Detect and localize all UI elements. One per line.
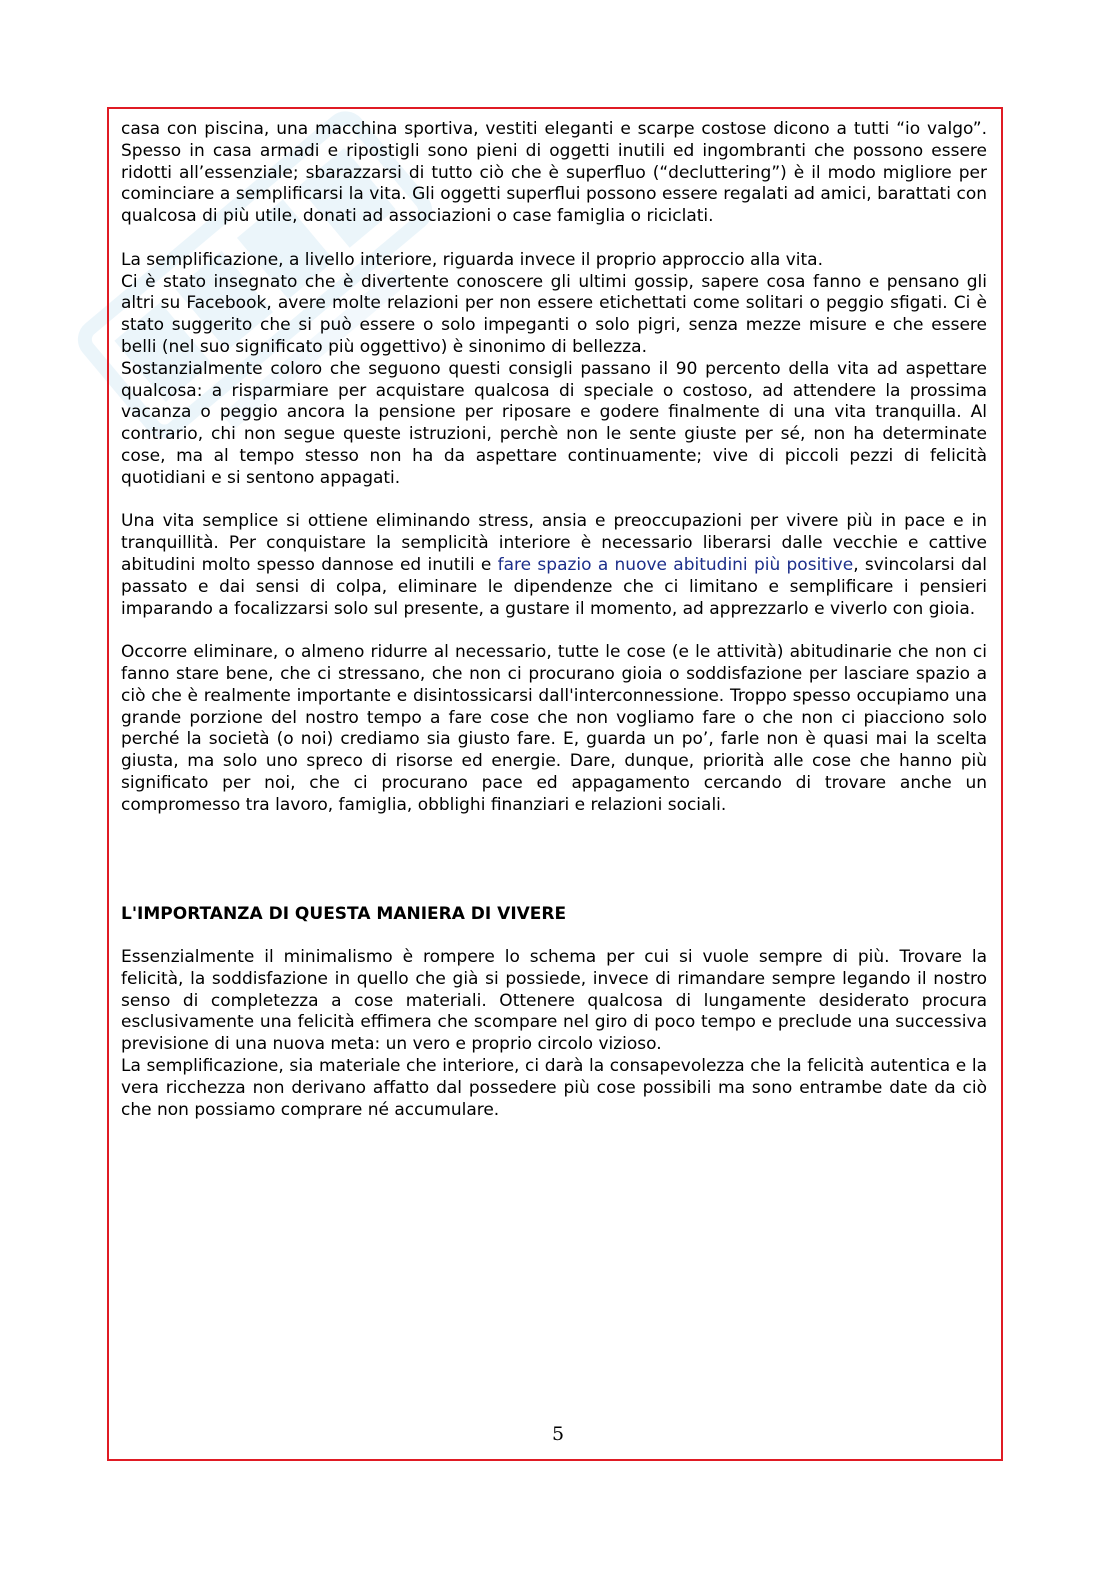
paragraph-minimalism: Essenzialmente il minimalismo è rompere lo schema per cui si vuole sempre di più. Trovare la felicità, la soddisfazione in quello che già si possiede, invece di rimandare sempre legando il nostro senso di completezza a cose materiali. Ottenere qualcosa di lungamente desiderato procura esclusivamente una felicità effimera che scompare nel giro di poco tempo e preclude una successiva previsione di una nuova meta: un vero e proprio circolo vizioso.	[121, 947, 987, 1055]
paragraph-waiting-life: Sostanzialmente coloro che seguono questi consigli passano il 90 percento della vita ad aspettare qualcosa: a risparmiare per acquistare qualcosa di speciale o costoso, ad attendere la prossima vacanza o peggio ancora la pensione per riposare e godere finalmente di una vita tranquilla. Al contrario, chi non segue queste istruzioni, perchè non le sente giuste per sé, non ha determinate cose, ma al tempo stesso non ha da aspettare continuamente; vive di piccoli pezzi di felicità quotidiani e si sentono appagati.	[121, 358, 987, 488]
page-number: 5	[551, 1423, 565, 1445]
paragraph-authentic-happiness: La semplificazione, sia materiale che interiore, ci darà la consapevolezza che la felicità autentica e la vera ricchezza non derivano affatto dal possedere più cose possibili ma sono entrambe date da ciò che non possiamo comprare né accumulare.	[121, 1056, 987, 1120]
paragraph-inner-simplification-intro: La semplificazione, a livello interiore, riguarda invece il proprio approccio alla vita.	[121, 249, 824, 270]
new-habits-link[interactable]: fare spazio a nuove abitudini più positive	[497, 554, 854, 575]
page-content	[121, 119, 987, 1121]
paragraph-simple-life: Una vita semplice si ottiene eliminando stress, ansia e preoccupazioni per vivere più in pace e in tranquillità. Per conquistare la semplicità interiore è necessario liberarsi dalle vecchie e cattive abitudini molto spesso dannose ed inutili e fare spazio a nuove abitudini più positive, svincolarsi dal passato e dai sensi di colpa, eliminare le dipendenze che ci limitano e semplificare i pensieri imparando a focalizzarsi solo sul presente, a gustare il momento, ad apprezzarlo e viverlo con gioia.	[121, 511, 987, 619]
paragraph-social-expectations: Ci è stato insegnato che è divertente conoscere gli ultimi gossip, sapere cosa fanno e pensano gli altri su Facebook, avere molte relazioni per non essere etichettati come solitari o peggio sfigati. Ci è stato suggerito che si può essere o solo impeganti o solo pigri, senza mezze misure e che essere belli (nel suo significato più oggettivo) è sinonimo di bellezza.	[121, 271, 987, 357]
paragraph-eliminate-habits: Occorre eliminare, o almeno ridurre al necessario, tutte le cose (e le attività) abitudinarie che non ci fanno stare bene, che ci stressano, che non ci procurano gioia o soddisfazione per lasciare spazio a ciò che è realmente importante e disintossicarsi dall'interconnessione. Troppo spesso occupiamo una grande porzione del nostro tempo a fare cose che non vogliamo fare o che non ci piacciono solo perché la società (o noi) crediamo sia giusto fare. E, guarda un po’, farle non è quasi mai la scelta giusta, ma solo uno spreco di risorse ed energie. Dare, dunque, priorità alle cose che hanno più significato per noi, che ci procurano pace ed appagamento cercando di trovare anche un compromesso tra lavoro, famiglia, obblighi finanziari e relazioni sociali.	[121, 642, 987, 815]
paragraph-decluttering: casa con piscina, una macchina sportiva, vestiti eleganti e scarpe costose dicono a tutti “io valgo”. Spesso in casa armadi e ripostigli sono pieni di oggetti inutili ed ingombranti che possono essere ridotti all’essenziale; sbarazzarsi di tutto ciò che è superfluo (“decluttering”) è il modo migliore per cominciare a semplificarsi la vita. Gli oggetti superflui possono essere regalati ad amici, barattati con qualcosa di più utile, donati ad associazioni o case famiglia o riciclati.	[121, 119, 987, 227]
section-heading: L'IMPORTANZA DI QUESTA MANIERA DI VIVERE	[121, 903, 567, 924]
